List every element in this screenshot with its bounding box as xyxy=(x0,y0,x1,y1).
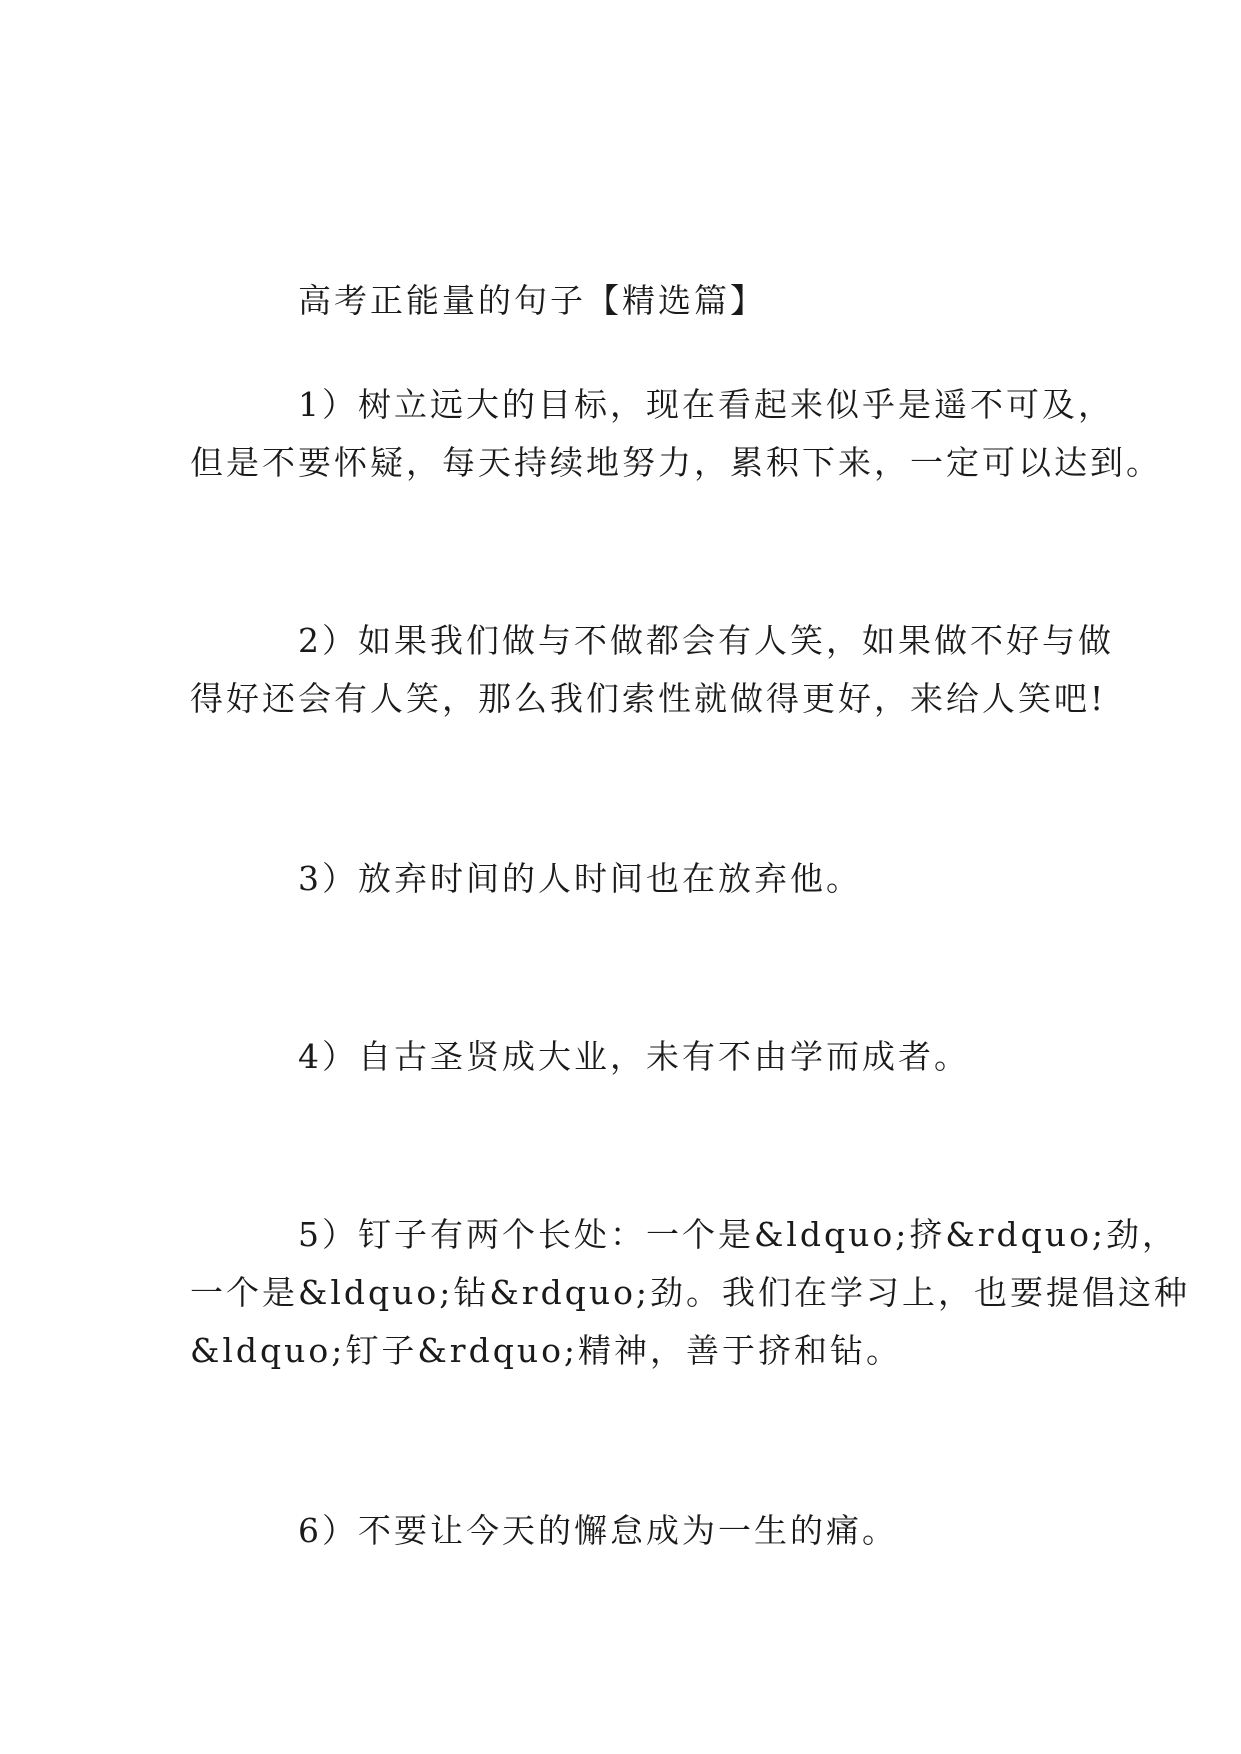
item-6-line-1: 6）不要让今天的懈怠成为一生的痛。 xyxy=(298,1511,898,1550)
item-5-line-2: 一个是&ldquo;钻&rdquo;劲。我们在学习上，也要提倡这种 xyxy=(190,1273,1191,1312)
item-1-line-1: 1）树立远大的目标，现在看起来似乎是遥不可及， xyxy=(298,385,1114,424)
item-3-line-1: 3）放弃时间的人时间也在放弃他。 xyxy=(298,859,862,898)
item-2-line-1: 2）如果我们做与不做都会有人笑，如果做不好与做 xyxy=(298,621,1114,660)
page-title: 高考正能量的句子【精选篇】 xyxy=(298,281,766,320)
item-5-line-1: 5）钉子有两个长处：一个是&ldquo;挤&rdquo;劲， xyxy=(298,1215,1179,1254)
item-5-line-3: &ldquo;钉子&rdquo;精神，善于挤和钻。 xyxy=(190,1331,903,1370)
item-4-line-1: 4）自古圣贤成大业，未有不由学而成者。 xyxy=(298,1037,970,1076)
item-1-line-2: 但是不要怀疑，每天持续地努力，累积下来，一定可以达到。 xyxy=(190,443,1162,482)
item-2-line-2: 得好还会有人笑，那么我们索性就做得更好，来给人笑吧! xyxy=(190,679,1107,718)
